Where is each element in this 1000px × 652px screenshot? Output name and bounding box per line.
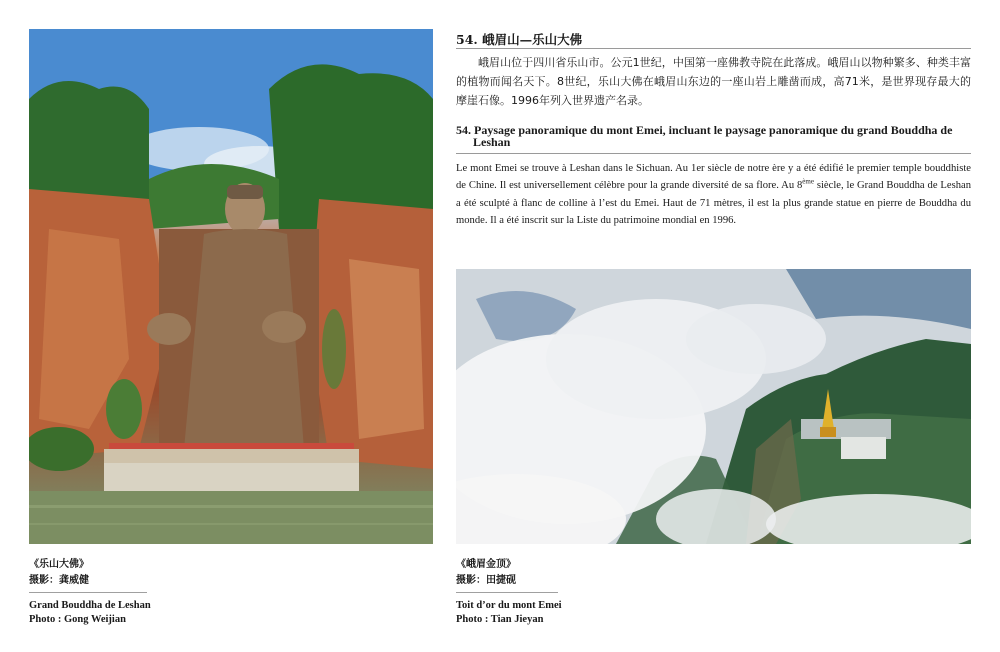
caption-left-photographer-zh: 摄影：龚威健 xyxy=(29,575,89,586)
photo-jinding-golden-summit xyxy=(456,269,971,544)
section-title-fr xyxy=(456,124,971,148)
caption-divider xyxy=(456,592,558,593)
caption-right-photographer-fr: Photo : Tian Jieyan xyxy=(456,614,544,625)
section-body-fr-part1: Le mont Emei se trouve à Leshan dans le Sichuan. Au 1er siècle de notre ère y a été édifié le premier temple bouddhiste de Chine. Il est universellement célèbre pour la grande diversité de sa flore. Au 8 xyxy=(456,163,971,192)
leshan-buddha-illustration xyxy=(29,29,433,544)
section-body-fr xyxy=(456,160,971,230)
jinding-illustration xyxy=(456,269,971,544)
photo-leshan-giant-buddha xyxy=(29,29,433,544)
caption-left-title-zh: 《乐山大佛》 xyxy=(29,559,89,570)
caption-right-photographer-zh: 摄影：田捷砚 xyxy=(456,575,516,586)
section-body-fr-part2: siècle, le Grand Bouddha de Leshan a été sculpté à flanc de colline à l’est du Emei. Haut de 71 mètres, il est la plus grande statue en pierre de Bouddha du monde. Il a été inscrit sur la Liste du patrimoine mondial en 1996. xyxy=(456,180,971,227)
caption-left-title-fr: Grand Bouddha de Leshan xyxy=(29,600,151,611)
caption-right-title-zh: 《峨眉金顶》 xyxy=(456,559,516,570)
divider xyxy=(456,48,971,49)
section-body-fr-sup: ème xyxy=(802,177,814,186)
caption-right-title-fr: Toit d’or du mont Emei xyxy=(456,600,562,611)
caption-divider xyxy=(29,592,147,593)
caption-left-photographer-fr: Photo : Gong Weijian xyxy=(29,614,126,625)
section-title-fr-text: 54. Paysage panoramique du mont Emei, incluant le paysage panoramique du grand Bouddha de Leshan xyxy=(456,123,953,149)
divider xyxy=(456,153,971,154)
section-title-zh: 54. 峨眉山—乐山大佛 xyxy=(456,32,583,47)
section-body-zh: 峨眉山位于四川省乐山市。公元1世纪，中国第一座佛教寺院在此落成。峨眉山以物种繁多、种类丰富的植物而闻名天下。8世纪，乐山大佛在峨眉山东边的一座山岩上雕凿而成，高71米，是世界现存最大的摩崖石像。1996年列入世界遗产名录。 xyxy=(456,56,971,107)
